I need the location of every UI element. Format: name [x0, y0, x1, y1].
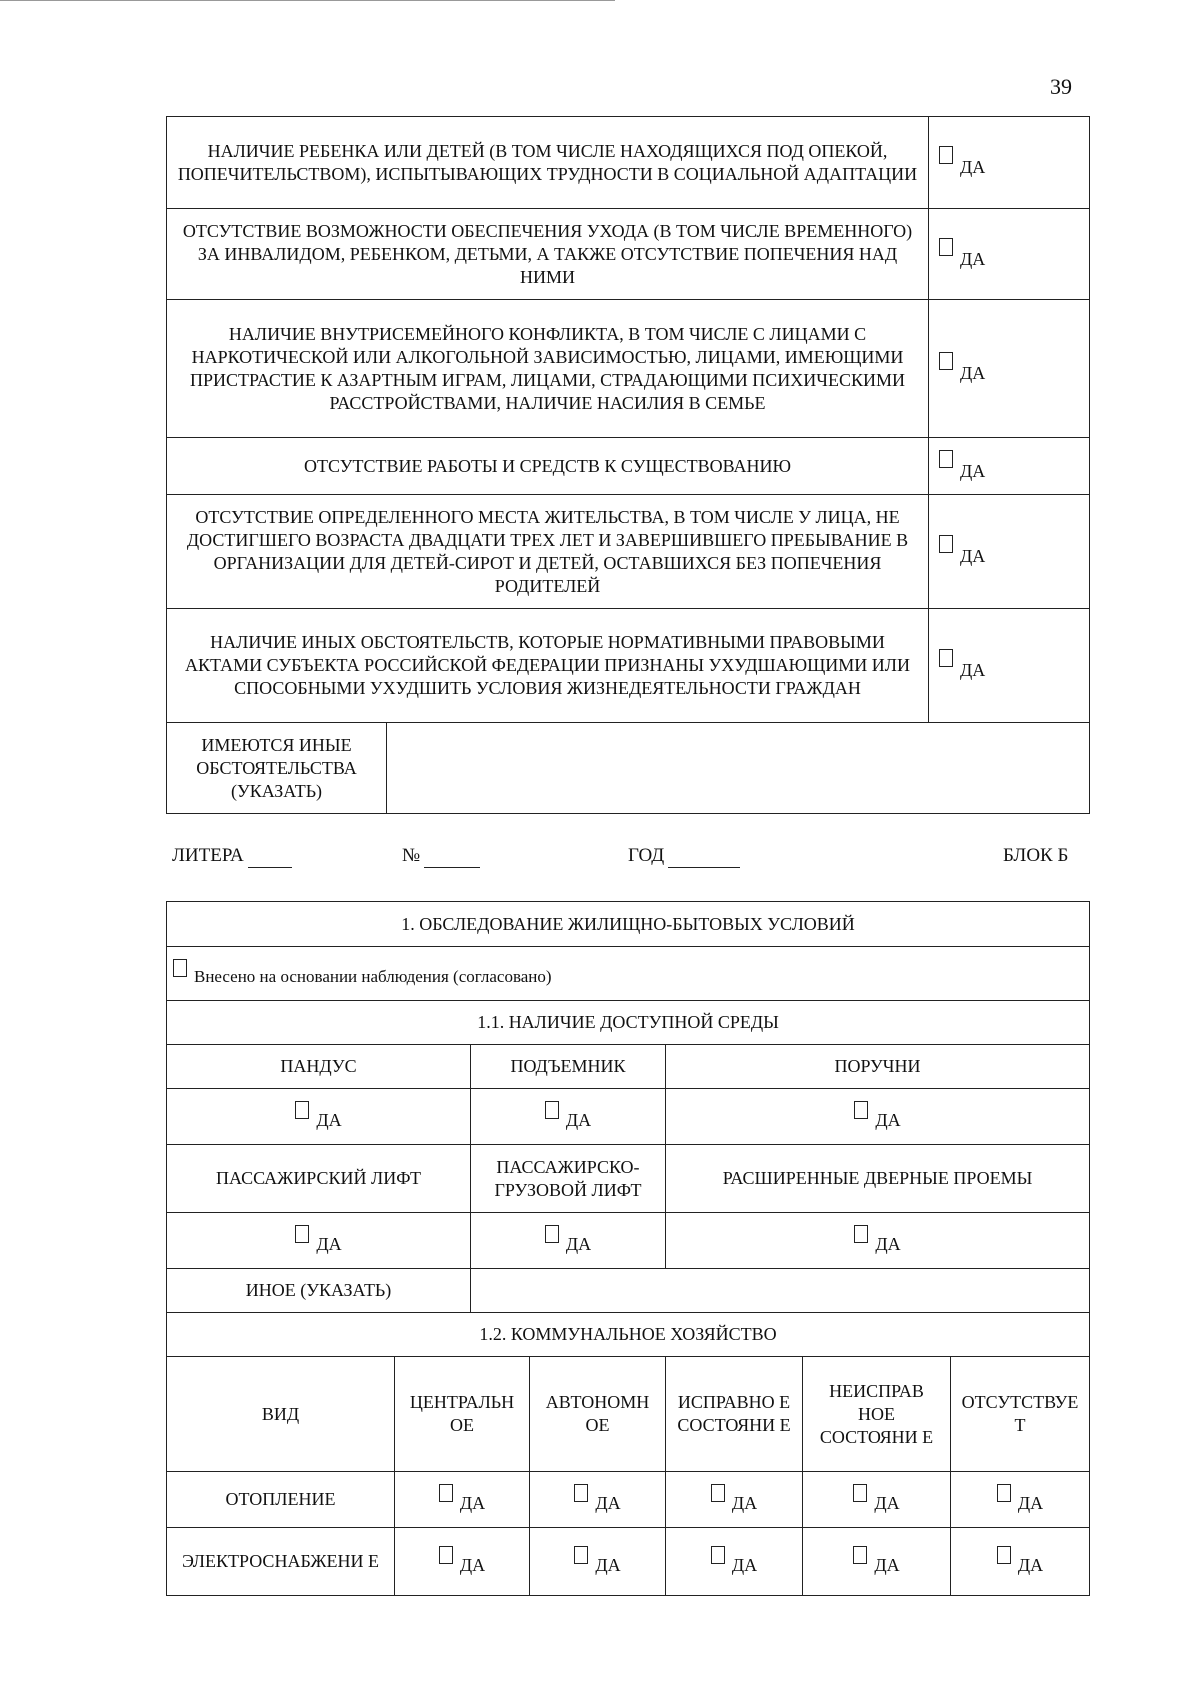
- checkbox[interactable]: [939, 535, 953, 553]
- yes-label: ДА: [731, 1493, 758, 1513]
- checkbox[interactable]: [439, 1546, 453, 1564]
- other-circumstances-field[interactable]: [387, 723, 1090, 814]
- yes-label: ДА: [459, 1555, 486, 1575]
- handrails-header: ПОРУЧНИ: [666, 1045, 1090, 1089]
- checkbox[interactable]: [997, 1484, 1011, 1502]
- observation-row: [167, 947, 1090, 1001]
- yes-label: ДА: [960, 157, 986, 177]
- yes-label: ДА: [595, 1493, 621, 1513]
- circumstance-text: ОТСУТСТВИЕ ОПРЕДЕЛЕННОГО МЕСТА ЖИТЕЛЬСТВА, В ТОМ ЧИСЛЕ У ЛИЦА, НЕ ДОСТИГШЕГО ВОЗРАСТА ДВАДЦАТИ ТРЕХ ЛЕТ И ЗАВЕРШИВШЕГО ПРЕБЫВАНИЕ В ОРГАНИЗАЦИИ ДЛЯ ДЕТЕЙ-СИРОТ И ДЕТЕЙ, ОСТАВШИХСЯ БЕЗ ПОПЕЧЕНИЯ РОДИТЕЛЕЙ: [167, 495, 929, 609]
- checkbox[interactable]: [711, 1484, 725, 1502]
- page-number: 39: [1050, 74, 1072, 99]
- utility-row-label: ОТОПЛЕНИЕ: [167, 1472, 395, 1528]
- checkbox[interactable]: [574, 1546, 588, 1564]
- yes-label: ДА: [459, 1493, 486, 1513]
- checkbox[interactable]: [854, 1101, 868, 1119]
- yes-cell: [666, 1213, 1090, 1269]
- lift-header: ПОДЪЕМНИК: [471, 1045, 666, 1089]
- yes-label: ДА: [875, 1110, 901, 1130]
- circumstance-text: НАЛИЧИЕ ИНЫХ ОБСТОЯТЕЛЬСТВ, КОТОРЫЕ НОРМАТИВНЫМИ ПРАВОВЫМИ АКТАМИ СУБЪЕКТА РОССИЙСКОЙ ФЕДЕРАЦИИ ПРИЗНАНЫ УХУДШАЮЩИМИ ИЛИ СПОСОБНЫМИ УХУДШИТЬ УСЛОВИЯ ЖИЗНЕДЕЯТЕЛЬНОСТИ ГРАЖДАН: [167, 609, 929, 723]
- yes-cell: [471, 1213, 666, 1269]
- circumstance-text: НАЛИЧИЕ РЕБЕНКА ИЛИ ДЕТЕЙ (В ТОМ ЧИСЛЕ НАХОДЯЩИХСЯ ПОД ОПЕКОЙ, ПОПЕЧИТЕЛЬСТВОМ), ИСПЫТЫВАЮЩИХ ТРУДНОСТИ В СОЦИАЛЬНОЙ АДАПТАЦИИ: [167, 117, 929, 209]
- year-blank[interactable]: [668, 845, 740, 868]
- yes-cell: [530, 1528, 666, 1596]
- yes-label: ДА: [565, 1234, 592, 1254]
- yes-cell: [929, 300, 1090, 438]
- checkbox[interactable]: [545, 1225, 559, 1243]
- checkbox[interactable]: [439, 1484, 453, 1502]
- number-blank[interactable]: [424, 845, 480, 868]
- yes-label: ДА: [731, 1555, 758, 1575]
- checkbox[interactable]: [711, 1546, 725, 1564]
- checkbox[interactable]: [545, 1101, 559, 1119]
- yes-label: ДА: [316, 1234, 342, 1254]
- observation-note: Внесено на основании наблюдения (согласовано): [194, 967, 552, 986]
- utilities-col-absent: ОТСУТСТВУЕ Т: [951, 1357, 1090, 1472]
- yes-cell: [951, 1472, 1090, 1528]
- yes-cell: [395, 1528, 530, 1596]
- yes-label: ДА: [316, 1110, 342, 1130]
- other-accessible-label: ИНОЕ (УКАЗАТЬ): [167, 1269, 471, 1313]
- yes-cell: [167, 1089, 471, 1145]
- freight-elevator-header: ПАССАЖИРСКО-ГРУЗОВОЙ ЛИФТ: [471, 1145, 666, 1213]
- yes-label: ДА: [565, 1110, 592, 1130]
- passenger-elevator-header: ПАССАЖИРСКИЙ ЛИФТ: [167, 1145, 471, 1213]
- yes-label: ДА: [875, 1234, 901, 1254]
- other-accessible-field[interactable]: [471, 1269, 1090, 1313]
- utility-row-label: ЭЛЕКТРОСНАБЖЕНИ Е: [167, 1528, 395, 1596]
- yes-cell: [929, 117, 1090, 209]
- section1-title: 1. ОБСЛЕДОВАНИЕ ЖИЛИЩНО-БЫТОВЫХ УСЛОВИЙ: [167, 902, 1090, 947]
- checkbox[interactable]: [939, 146, 953, 164]
- checkbox[interactable]: [173, 959, 187, 977]
- yes-label: ДА: [1017, 1493, 1044, 1513]
- checkbox[interactable]: [939, 649, 953, 667]
- yes-cell: [929, 438, 1090, 495]
- accessible-title: 1.1. НАЛИЧИЕ ДОСТУПНОЙ СРЕДЫ: [167, 1001, 1090, 1045]
- scan-top-edge: [0, 0, 615, 1]
- yes-label: ДА: [960, 248, 986, 269]
- litera-field: [172, 845, 292, 868]
- litera-label: ЛИТЕРА: [172, 845, 244, 866]
- yes-label: ДА: [960, 546, 986, 566]
- yes-cell: [666, 1528, 803, 1596]
- yes-cell: [471, 1089, 666, 1145]
- yes-label: ДА: [874, 1493, 900, 1513]
- checkbox[interactable]: [295, 1225, 309, 1243]
- checkbox[interactable]: [295, 1101, 309, 1119]
- number-field: [402, 845, 480, 868]
- circumstance-text: НАЛИЧИЕ ВНУТРИСЕМЕЙНОГО КОНФЛИКТА, В ТОМ ЧИСЛЕ С ЛИЦАМИ С НАРКОТИЧЕСКОЙ ИЛИ АЛКОГОЛЬНОЙ ЗАВИСИМОСТЬЮ, ЛИЦАМИ, ИМЕЮЩИМИ ПРИСТРАСТИЕ К АЗАРТНЫМ ИГРАМ, ЛИЦАМИ, СТРАДАЮЩИМИ ПСИХИЧЕСКИМИ РАССТРОЙСТВАМИ, НАЛИЧИЕ НАСИЛИЯ В СЕМЬЕ: [167, 300, 929, 438]
- yes-cell: [929, 495, 1090, 609]
- utilities-col-working: ИСПРАВНО Е СОСТОЯНИ Е: [666, 1357, 803, 1472]
- yes-label: ДА: [960, 460, 986, 481]
- checkbox[interactable]: [997, 1546, 1011, 1564]
- checkbox[interactable]: [939, 238, 953, 256]
- checkbox[interactable]: [939, 352, 953, 370]
- wide-doors-header: РАСШИРЕННЫЕ ДВЕРНЫЕ ПРОЕМЫ: [666, 1145, 1090, 1213]
- year-field: [628, 845, 740, 868]
- yes-cell: [929, 609, 1090, 723]
- circumstances-table: [166, 116, 1090, 814]
- checkbox[interactable]: [853, 1546, 867, 1564]
- housing-survey-table: [166, 901, 1090, 1596]
- utilities-title: 1.2. КОММУНАЛЬНОЕ ХОЗЯЙСТВО: [167, 1313, 1090, 1357]
- number-label: №: [402, 845, 421, 866]
- litera-blank[interactable]: [248, 845, 292, 868]
- yes-cell: [666, 1089, 1090, 1145]
- checkbox[interactable]: [574, 1484, 588, 1502]
- ramp-header: ПАНДУС: [167, 1045, 471, 1089]
- utilities-col-central: ЦЕНТРАЛЬН ОЕ: [395, 1357, 530, 1472]
- yes-cell: [530, 1472, 666, 1528]
- checkbox[interactable]: [854, 1225, 868, 1243]
- yes-label: ДА: [595, 1555, 621, 1575]
- checkbox[interactable]: [939, 450, 953, 468]
- checkbox[interactable]: [853, 1484, 867, 1502]
- circumstance-text: ОТСУТСТВИЕ РАБОТЫ И СРЕДСТВ К СУЩЕСТВОВАНИЮ: [167, 438, 929, 495]
- utilities-col-faulty: НЕИСПРАВ НОЕ СОСТОЯНИ Е: [803, 1357, 951, 1472]
- circumstance-text: ОТСУТСТВИЕ ВОЗМОЖНОСТИ ОБЕСПЕЧЕНИЯ УХОДА (В ТОМ ЧИСЛЕ ВРЕМЕННОГО) ЗА ИНВАЛИДОМ, РЕБЕНКОМ, ДЕТЬМИ, А ТАКЖЕ ОТСУТСТВИЕ ПОПЕЧЕНИЯ НАД НИМИ: [167, 209, 929, 300]
- yes-label: ДА: [960, 660, 986, 680]
- utilities-col-type: ВИД: [167, 1357, 395, 1472]
- yes-cell: [167, 1213, 471, 1269]
- year-label: ГОД: [628, 845, 665, 866]
- block-label: БЛОК Б: [1003, 845, 1069, 866]
- yes-cell: [951, 1528, 1090, 1596]
- other-circumstances-label: ИМЕЮТСЯ ИНЫЕ ОБСТОЯТЕЛЬСТВА (УКАЗАТЬ): [167, 723, 387, 814]
- yes-label: ДА: [874, 1555, 900, 1575]
- yes-cell: [666, 1472, 803, 1528]
- utilities-col-autonomous: АВТОНОМН ОЕ: [530, 1357, 666, 1472]
- yes-cell: [803, 1528, 951, 1596]
- yes-label: ДА: [960, 363, 986, 383]
- yes-cell: [929, 209, 1090, 300]
- yes-cell: [395, 1472, 530, 1528]
- yes-cell: [803, 1472, 951, 1528]
- yes-label: ДА: [1017, 1555, 1044, 1575]
